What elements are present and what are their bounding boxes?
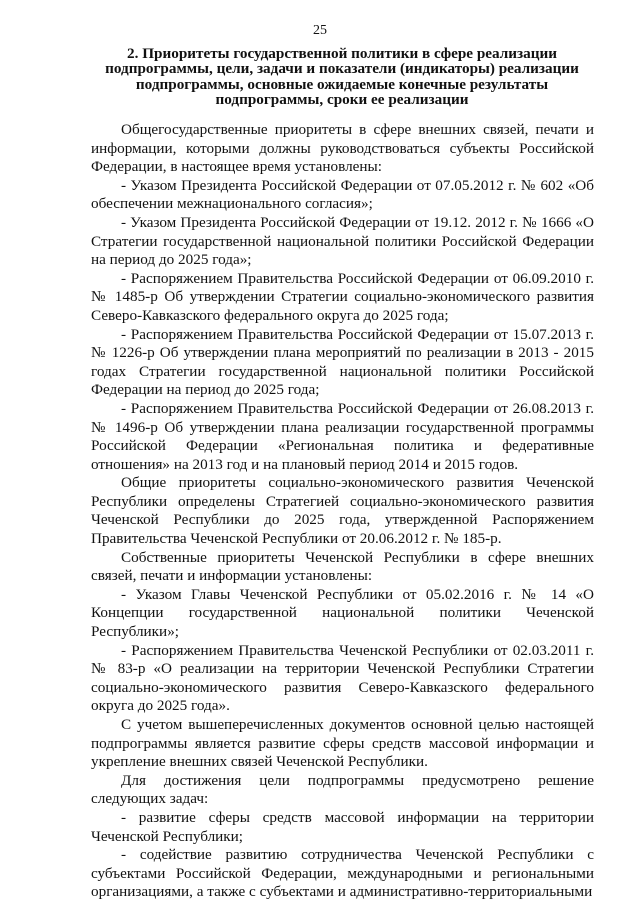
paragraph: Общегосударственные приоритеты в сфере внешних связей, печати и информации, которыми должны руководствоваться субъекты Российской Федерации, в настоящее время установлены: [91, 121, 594, 176]
paragraph: Общие приоритеты социально-экономического развития Чеченской Республики определены Стратегией социально-экономического развития Чеченской Республики до 2025 года, утвержденной Распоряжением Правительства Чеченской Республики от 20.06.2012 г. № 185-р. [91, 474, 594, 548]
page-number: 25 [313, 23, 327, 38]
list-item: - Указом Президента Российской Федерации от 07.05.2012 г. № 602 «Об обеспечении межнационального согласия»; [91, 176, 594, 213]
list-item: - Распоряжением Правительства Российской Федерации от 15.07.2013 г. № 1226-р Об утверждении плана мероприятий по реализации в 2013 - 2015 годах Стратегии государственной национальной политики Российской Федерации на период до 2025 года; [91, 325, 594, 399]
list-item: - Указом Президента Российской Федерации от 19.12. 2012 г. № 1666 «О Стратегии государственной национальной политики Российской Федерации на период до 2025 года»; [91, 213, 594, 269]
paragraph: С учетом вышеперечисленных документов основной целью настоящей подпрограммы является развитие сферы средств массовой информации и укрепление внешних связей Чеченской Республики. [91, 716, 594, 771]
list-item: - Распоряжением Правительства Чеченской Республики от 02.03.2011 г. № 83-р «О реализации на территории Чеченской Республики Стратегии социально-экономического развития Северо-Кавказского федерального округа до 2025 года». [91, 641, 594, 715]
heading-line: 2. Приоритеты государственной политики в сфере реализации [127, 45, 557, 62]
list-item: - Распоряжением Правительства Российской Федерации от 06.09.2010 г. № 1485-р Об утверждении Стратегии социально-экономического развития Северо-Кавказского федерального округа до 2025 года; [91, 269, 594, 324]
body-text [91, 121, 594, 902]
heading-line: подпрограммы, цели, задачи и показатели (индикаторы) реализации [105, 60, 579, 78]
heading-line: подпрограммы, основные ожидаемые конечные результаты [135, 75, 549, 93]
heading-line: подпрограммы, сроки ее реализации [215, 91, 469, 109]
paragraph: Собственные приоритеты Чеченской Республики в сфере внешних связей, печати и информации установлены: [91, 548, 594, 585]
section-heading [92, 46, 592, 108]
list-item: - Указом Главы Чеченской Республики от 05.02.2016 г. № 14 «О Концепции государственной национальной политики Чеченской Республики»; [91, 585, 594, 641]
list-item: - содействие развитию сотрудничества Чеченской Республики с субъектами Российской Федерации, международными и региональными организациями, а также с субъектами и административно-территориальными [91, 846, 594, 901]
paragraph: Для достижения цели подпрограммы предусмотрено решение следующих задач: [91, 771, 594, 808]
list-item: - Распоряжением Правительства Российской Федерации от 26.08.2013 г. № 1496-р Об утверждении плана реализации государственной программы Российской Федерации «Региональная политика и федеративные отношения» на 2013 год и на плановый период 2014 и 2015 годов. [91, 399, 594, 473]
list-item: - развитие сферы средств массовой информации на территории Чеченской Республики; [91, 808, 594, 845]
